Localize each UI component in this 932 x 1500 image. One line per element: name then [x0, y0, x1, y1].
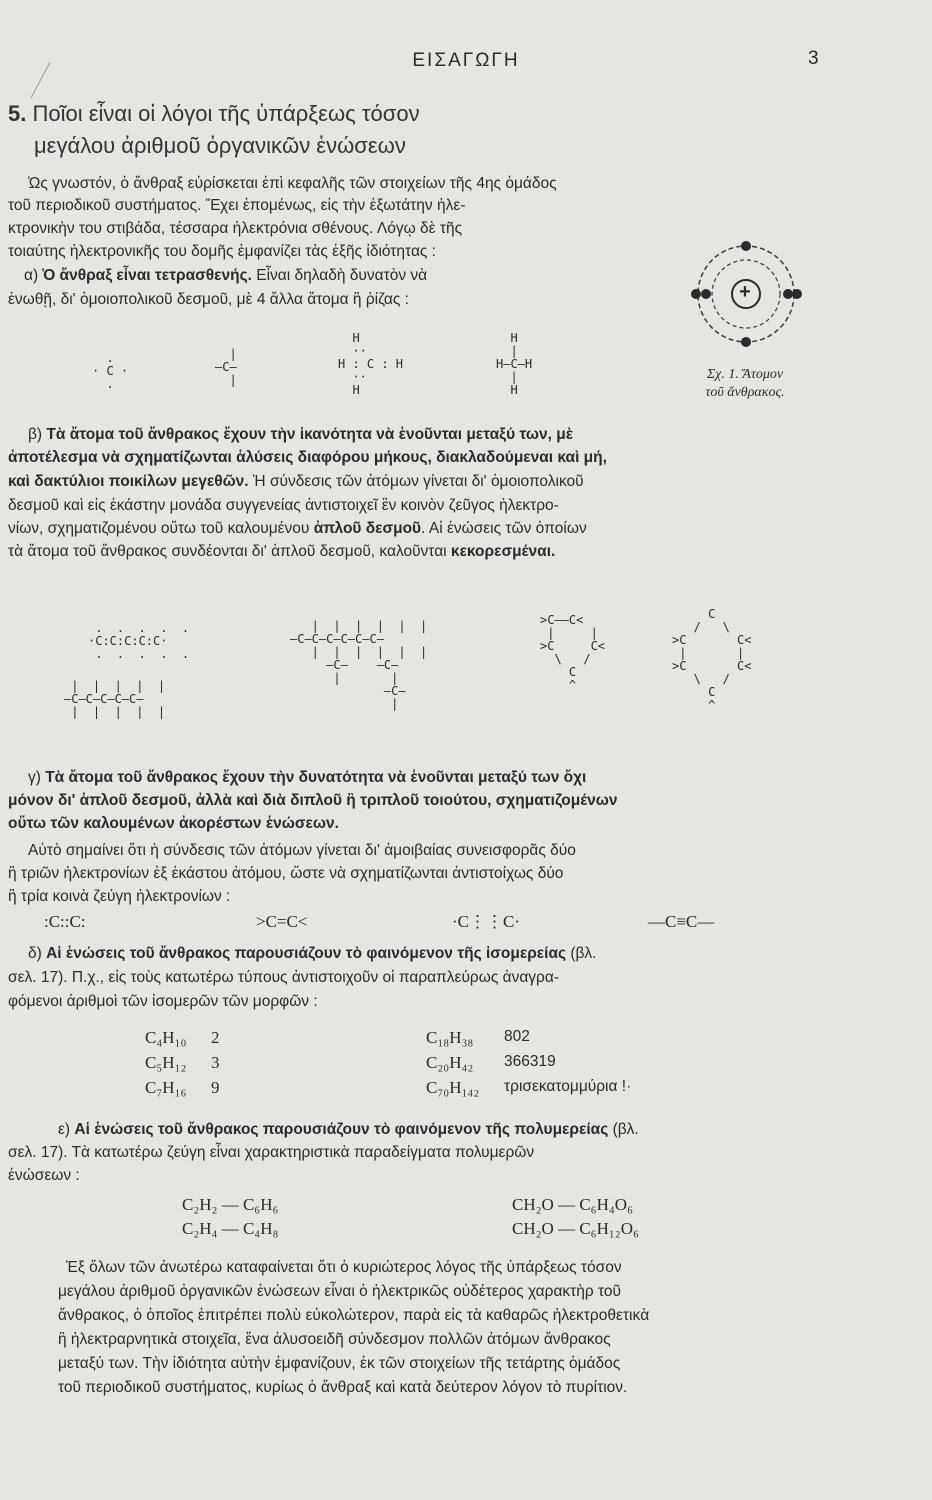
alpha-line-2: ἑνωθῇ, δι' ὁμοιοπολικοῦ δεσμοῦ, μὲ 4 ἄλλα ἄτομα ἢ ῥίζας :: [8, 291, 409, 308]
isomer-right-1-count: 802: [504, 1028, 530, 1045]
methane-lewis: H ·· H : C : H ·· H: [338, 331, 404, 397]
section-number: 5.: [8, 101, 27, 126]
epsilon-bold: Αἱ ἑνώσεις τοῦ ἄνθρακος παρουσιάζουν τὸ φαινόμενον τῆς πολυμερείας: [74, 1121, 609, 1138]
isomer-right-2-count: 366319: [504, 1053, 556, 1070]
epsilon-line-3: ἑνώσεων :: [8, 1167, 80, 1184]
isomer-left-2-count: 3: [211, 1053, 220, 1072]
electron-bottom: [741, 337, 751, 347]
section-title-line1: [8, 98, 420, 130]
beta-bold-1: Τὰ ἄτομα τοῦ ἄνθρακος ἔχουν τὴν ἱκανότητα νὰ ἑνοῦνται μεταξύ των, μὲ: [46, 426, 574, 443]
intro-line-3: κτρονικὴν του στιβάδα, τέσσαρα ἠλεκτρόνια σθένους. Λόγῳ δὲ τῆς: [8, 220, 463, 237]
beta-line-2: ἀποτέλεσμα νὰ σχηματίζωνται ἁλύσεις διαφόρου μήκους, διακλαδούμεναι καὶ μή,: [8, 449, 607, 466]
intro-line-2: τοῦ περιοδικοῦ συστήματος. Ἔχει ἑπομένως, εἰς τὴν ἐξωτάτην ἠλε-: [8, 197, 466, 214]
conclusion-line-1: Ἐξ ὅλων τῶν ἀνωτέρω καταφαίνεται ὅτι ὁ κυριώτερος λόγος τῆς ὑπάρξεως τόσον: [66, 1259, 622, 1276]
gamma-line-1: [28, 768, 586, 789]
epsilon-marker: ε): [58, 1121, 75, 1138]
alpha-marker: α): [24, 267, 39, 284]
section-title: [8, 98, 420, 162]
figure1-caption-line1: Σχ. 1. Ἄτομον: [706, 367, 784, 382]
isomer-right-1: [426, 1028, 530, 1048]
isomer-left-1: [145, 1028, 220, 1048]
electron-left-1: [691, 289, 701, 299]
beta-rest-3: Ἡ σύνδεσις τῶν ἀτόμων γίνεται δι' ὁμοιοπολικοῦ: [248, 473, 584, 490]
gamma-line-4: Αὐτὸ σημαίνει ὅτι ἡ σύνδεσις τῶν ἀτόμων γίνεται δι' ἀμοιβαίας συνεισφορᾶς δύο: [28, 842, 576, 859]
beta-bold-3: καὶ δακτύλιοι ποικίλων μεγεθῶν.: [8, 473, 249, 490]
methane-structural: H | H—C—H | H: [496, 331, 533, 397]
section-title-text1: Ποῖοι εἶναι οἱ λόγοι τῆς ὑπάρξεως τόσον: [32, 101, 420, 126]
conclusion-line-6: τοῦ περιοδικοῦ συστήματος, κυρίως ὁ ἄνθραξ καὶ κατὰ δεύτερον λόγον τὸ πυρίτιον.: [58, 1379, 628, 1396]
isomer-right-2: [426, 1053, 556, 1073]
gamma-marker: γ): [28, 769, 46, 786]
isomer-left-1-formula: C₄H₁₀: [145, 1028, 187, 1047]
polymer-right-1: CH₂O — C₆H₄O₆: [512, 1195, 633, 1214]
alpha-rest: Εἶναι δηλαδὴ δυνατὸν νὰ: [256, 267, 428, 284]
delta-marker: δ): [28, 945, 47, 962]
intro-line-1: Ὡς γνωστόν, ὁ ἄνθραξ εὑρίσκεται ἐπὶ κεφαλῆς τῶν στοιχείων τῆς 4ης ὁμάδος: [28, 175, 557, 192]
epsilon-line-2: σελ. 17). Τὰ κατωτέρω ζεύγη εἶναι χαρακτηριστικὰ παραδείγματα πολυμερῶν: [8, 1144, 535, 1161]
beta-line-1: [28, 425, 573, 446]
nucleus-plus-icon: +: [739, 281, 751, 303]
beta-line-3: [8, 472, 584, 493]
running-header: ΕΙΣΑΓΩΓΗ: [412, 50, 520, 71]
isomer-right-1-formula: C₁₈H₃₈: [426, 1028, 474, 1047]
delta-line-1: [28, 944, 597, 965]
formula-double-bond: >C=C<: [256, 912, 308, 931]
branched-chain: | | | | | | —C—C—C—C—C—C— | | | | | | —C— —C— | | —C— |: [290, 619, 428, 711]
gamma-line-6: ἢ τρία κοινὰ ζεύγη ἠλεκτρονίων :: [8, 888, 231, 905]
epsilon-line-1: [58, 1120, 639, 1141]
section-title-line2: μεγάλου ἀριθμοῦ ὀργανικῶν ἑνώσεων: [34, 133, 406, 158]
intro-line-4: τοιαύτης ἠλεκτρονικῆς του δομῆς ἐμφανίζει τὰς ἑξῆς ἰδιότητας :: [8, 243, 436, 260]
delta-bold: Αἱ ἑνώσεις τοῦ ἄνθρακος παρουσιάζουν τὸ φαινόμενον τῆς ἰσομερείας: [46, 945, 567, 962]
isomer-left-2: [145, 1053, 220, 1073]
gamma-line-2: μόνον δι' ἁπλοῦ δεσμοῦ, ἀλλὰ καὶ διὰ διπλοῦ ἢ τριπλοῦ τοιούτου, σχηματιζομένων: [8, 792, 618, 809]
alpha-line-1: [24, 266, 427, 287]
isomer-left-3: [145, 1078, 220, 1098]
beta-5b: ἁπλοῦ δεσμοῦ: [313, 520, 422, 537]
isomer-left-1-count: 2: [211, 1028, 220, 1047]
gamma-line-3: οὕτω τῶν καλουμένων ἀκορέστων ἑνώσεων.: [8, 815, 339, 832]
electron-left-2: [701, 289, 711, 299]
ring-four: >C——C< | | >C C< \ / C ^: [540, 613, 606, 692]
carbon-chain-bonds: | | | | | —C—C—C—C—C— | | | | |: [64, 679, 166, 719]
isomer-right-3-formula: C₇₀H₁₄₂: [426, 1078, 480, 1097]
beta-marker: β): [28, 426, 47, 443]
ring-six: C / \ >C C< | | >C C< \ / C ^: [672, 607, 752, 712]
epsilon-rest: (βλ.: [608, 1121, 639, 1138]
gamma-bold-1: Τὰ ἄτομα τοῦ ἄνθρακος ἔχουν τὴν δυνατότητα νὰ ἑνοῦνται μεταξύ των ὄχι: [45, 769, 587, 786]
electron-top: [741, 241, 751, 251]
isomer-left-3-formula: C₇H₁₆: [145, 1078, 187, 1097]
isomer-left-3-count: 9: [211, 1078, 220, 1097]
polymer-left-1: C₂H₂ — C₆H₆: [182, 1195, 279, 1214]
beta-5c: . Αἱ ἑνώσεις τῶν ὁποίων: [421, 520, 587, 537]
gamma-line-5: ἢ τριῶν ἠλεκτρονίων ἐξ ἑκάστου ἀτόμου, ὥστε νὰ σχηματίζωνται ἀντιστοίχως δύο: [8, 865, 564, 882]
figure1-caption: [660, 366, 830, 402]
isomer-right-2-formula: C₂₀H₄₂: [426, 1053, 474, 1072]
electron-right-1: [783, 289, 793, 299]
isomer-left-2-formula: C₅H₁₂: [145, 1053, 187, 1072]
polymer-left-2: C₂H₄ — C₄H₈: [182, 1219, 279, 1238]
formula-triple-bond: —C≡C—: [648, 912, 715, 931]
beta-line-6: [8, 542, 555, 563]
beta-6b: κεκορεσμέναι.: [450, 543, 556, 560]
alpha-bold: Ὁ ἄνθραξ εἶναι τετρασθενής.: [42, 267, 252, 284]
electron-right-2: [792, 289, 802, 299]
page-number: 3: [808, 48, 819, 69]
conclusion-line-4: ἢ ἠλεκτραρνητικὰ στοιχεῖα, ἕνα ἀλυσοειδῆ σύνδεσμον πολλῶν ἀτόμων ἄνθρακος: [58, 1331, 611, 1348]
carbon-chain-lewis: . . . . . ·C:C:C:C:C· . . . . .: [88, 621, 190, 661]
conclusion-line-3: ἄνθρακος, ὁ ὁποῖος ἐπιτρέπει πολὺ εὐκολώτερον, παρὰ εἰς τὰ καθαρῶς ἠλεκτροθετικὰ: [58, 1307, 650, 1324]
isomer-right-3-count: τρισεκατομμύρια !·: [504, 1078, 632, 1095]
figure1-caption-line2: τοῦ ἄνθρακος.: [705, 385, 785, 400]
beta-line-4: δεσμοῦ καὶ εἰς ἑκάστην μονάδα συγγενείας ἀντιστοιχεῖ ἓν κοινὸν ζεῦγος ἠλεκτρο-: [8, 497, 559, 514]
delta-line-2: σελ. 17). Π.χ., εἰς τοὺς κατωτέρω τύπους ἀντιστοιχοῦν οἱ παραπλεύρως ἀναγρα-: [8, 969, 559, 986]
formula-triple-lewis: ·C⋮⋮C·: [452, 912, 520, 931]
delta-line-3: φόμενοι ἀριθμοὶ τῶν ἰσομερῶν τῶν μορφῶν :: [8, 993, 318, 1010]
conclusion-line-5: μεταξύ των. Τὴν ἰδιότητα αὐτὴν ἐμφανίζουν, ἐκ τῶν στοιχείων τῆς τετάρτης ὁμάδος: [58, 1355, 621, 1372]
beta-6a: τὰ ἄτομα τοῦ ἄνθρακος συνδέονται δι' ἁπλοῦ δεσμοῦ, καλοῦνται: [8, 543, 451, 560]
polymer-right-2: CH₂O — C₆H₁₂O₆: [512, 1219, 639, 1238]
lewis-carbon-dots: . · C · .: [92, 351, 129, 391]
conclusion-line-2: μεγάλου ἀριθμοῦ ὀργανικῶν ἑνώσεων εἶναι ὁ ἠλεκτρικῶς οὐδέτερος χαρακτὴρ τοῦ: [58, 1283, 622, 1300]
delta-rest: (βλ.: [566, 945, 597, 962]
formula-double-lewis: :C::C:: [44, 912, 86, 931]
isomer-right-3: [426, 1078, 632, 1098]
beta-5a: νίων, σχηματιζομένου οὕτω τοῦ καλουμένου: [8, 520, 314, 537]
beta-line-5: [8, 519, 587, 540]
carbon-bonds: | —C— |: [215, 347, 237, 387]
